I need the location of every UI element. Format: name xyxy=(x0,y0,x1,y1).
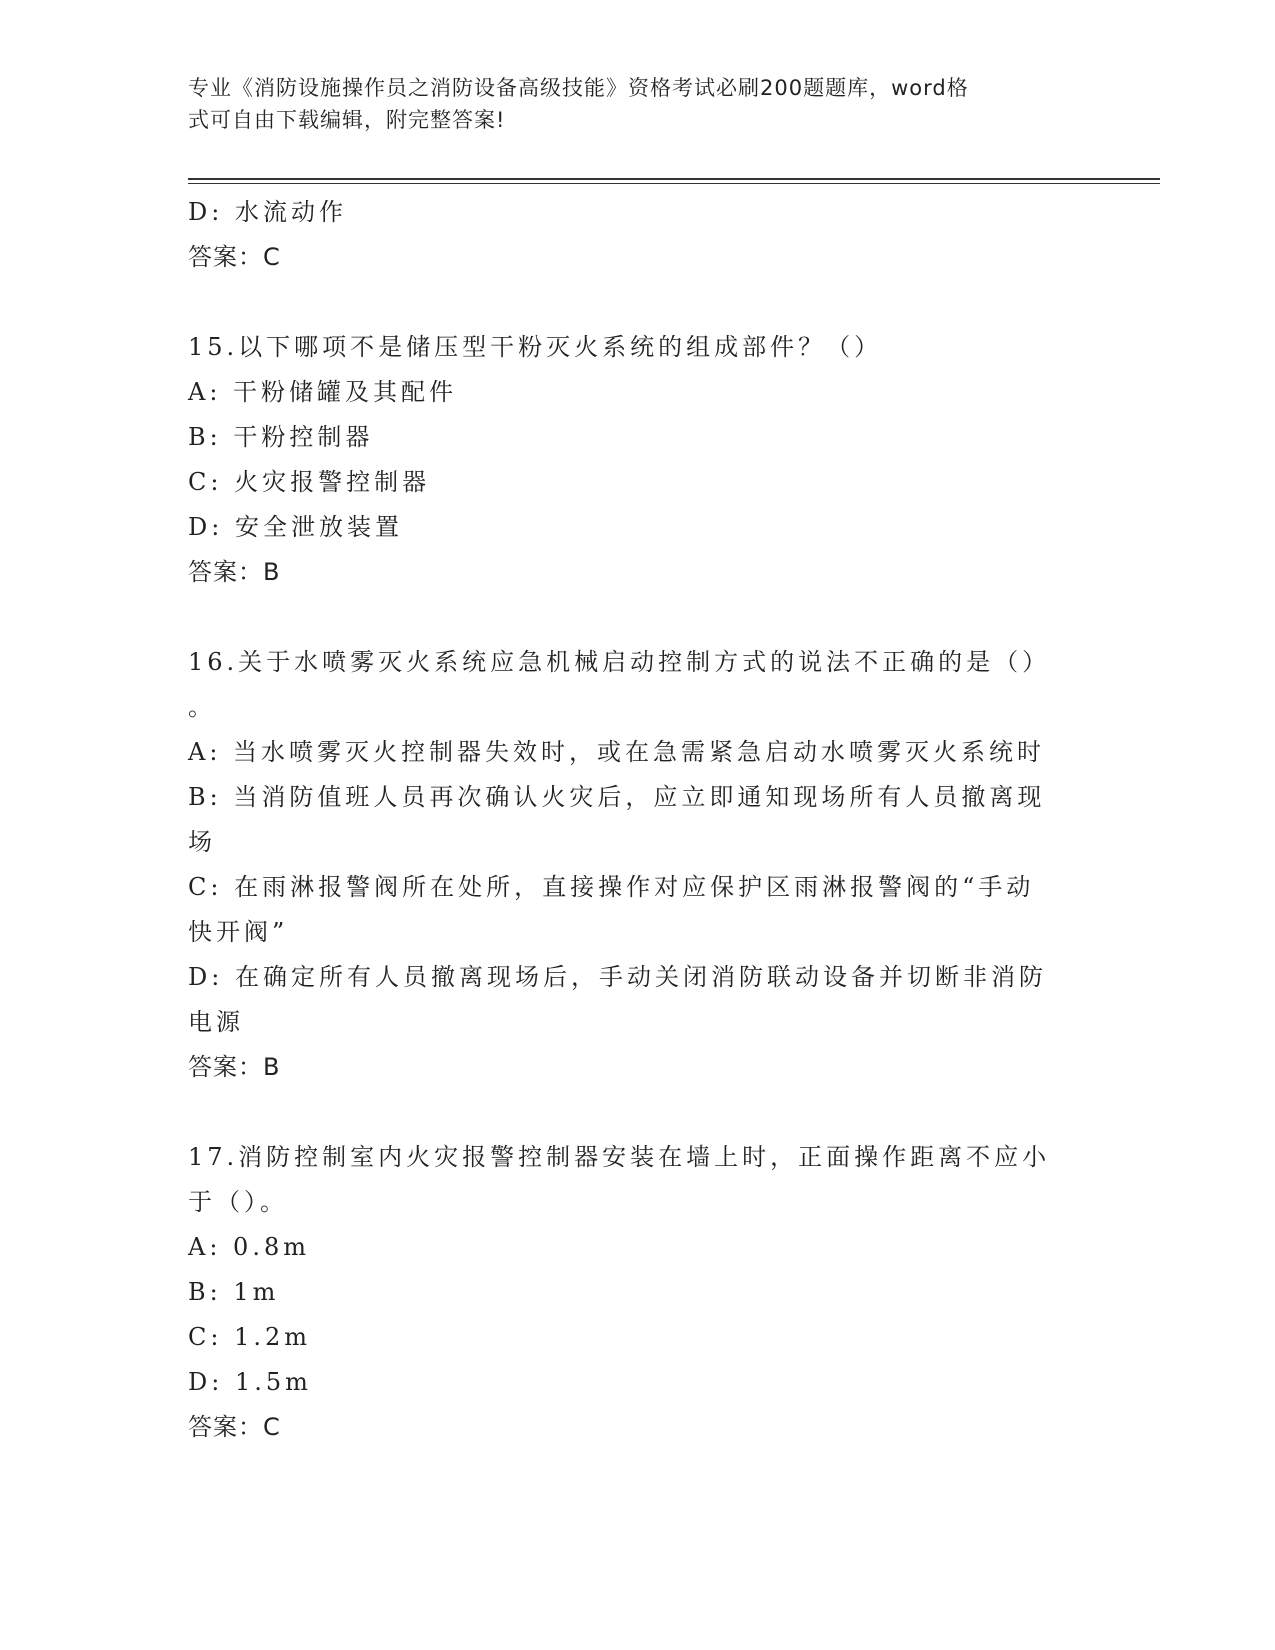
question-text-line-1: 16.关于水喷雾灭火系统应急机械启动控制方式的说法不正确的是（） xyxy=(188,648,1051,676)
document-header xyxy=(188,72,1068,136)
option-b: B: 1m xyxy=(188,1278,280,1306)
answer: 答案：C xyxy=(188,1413,281,1441)
option-a: A: 0.8m xyxy=(188,1233,310,1261)
header-divider-thick xyxy=(188,178,1160,180)
question-text-line-2: 。 xyxy=(188,693,216,721)
option-d: D: 水流动作 xyxy=(188,198,347,226)
question-15 xyxy=(188,325,1088,595)
option-a: A: 当水喷雾灭火控制器失效时，或在急需紧急启动水喷雾灭火系统时 xyxy=(188,738,1046,766)
header-line-2: 式可自由下载编辑，附完整答案! xyxy=(188,108,506,132)
spacer xyxy=(188,280,1088,325)
option-c: C: 火灾报警控制器 xyxy=(188,468,431,496)
spacer xyxy=(188,1090,1088,1135)
spacer xyxy=(188,595,1088,640)
question-14 xyxy=(188,190,1088,280)
question-text-line-2: 于（）。 xyxy=(188,1188,288,1216)
header-line-1: 专业《消防设施操作员之消防设备高级技能》资格考试必刷200题题库，word格 xyxy=(188,76,969,100)
option-d: D: 安全泄放装置 xyxy=(188,513,403,541)
option-d: D: 1.5m xyxy=(188,1368,312,1396)
option-d-line-1: D: 在确定所有人员撤离现场后，手动关闭消防联动设备并切断非消防 xyxy=(188,963,1047,991)
question-text-line-1: 17.消防控制室内火灾报警控制器安装在墙上时，正面操作距离不应小 xyxy=(188,1143,1051,1171)
option-b: B: 干粉控制器 xyxy=(188,423,374,451)
option-b-line-1: B: 当消防值班人员再次确认火灾后，应立即通知现场所有人员撤离现 xyxy=(188,783,1046,811)
question-17 xyxy=(188,1135,1088,1450)
answer: 答案：B xyxy=(188,1053,281,1081)
answer: 答案：C xyxy=(188,243,281,271)
answer: 答案：B xyxy=(188,558,281,586)
header-divider-thin xyxy=(188,183,1160,184)
option-c-line-1: C: 在雨淋报警阀所在处所，直接操作对应保护区雨淋报警阀的“手动 xyxy=(188,873,1035,901)
option-d-line-2: 电源 xyxy=(188,1008,244,1036)
question-16 xyxy=(188,640,1088,1090)
option-a: A: 干粉储罐及其配件 xyxy=(188,378,458,406)
option-c-line-2: 快开阀” xyxy=(188,918,289,946)
question-content xyxy=(188,190,1088,1450)
option-b-line-2: 场 xyxy=(188,828,216,856)
question-text: 15.以下哪项不是储压型干粉灭火系统的组成部件？（） xyxy=(188,333,883,361)
option-c: C: 1.2m xyxy=(188,1323,312,1351)
